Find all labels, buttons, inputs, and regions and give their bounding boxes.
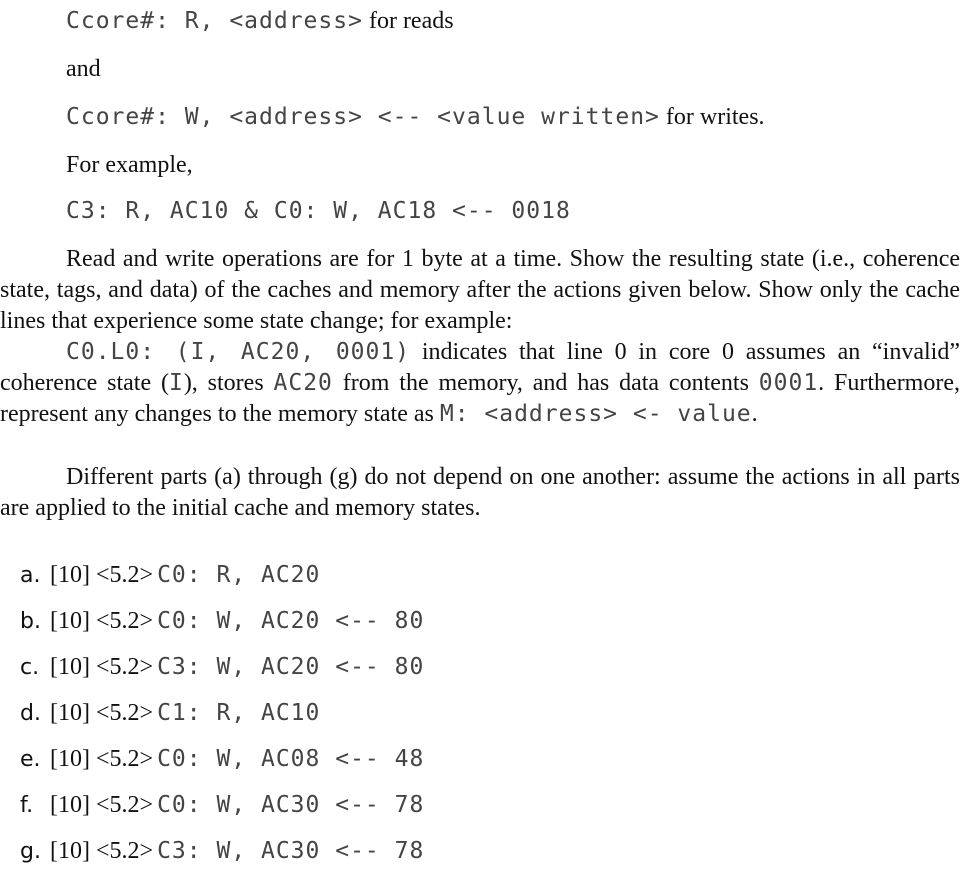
part-ref: [10] <5.2> xyxy=(50,608,154,634)
part-action: C0: W, AC08 <-- 48 xyxy=(157,746,425,772)
part-label: e. xyxy=(20,747,41,772)
part-g xyxy=(20,838,424,865)
part-ref: [10] <5.2> xyxy=(50,746,154,772)
paragraph-independence xyxy=(0,462,960,524)
read-syntax-line xyxy=(66,8,454,35)
part-action: C3: W, AC20 <-- 80 xyxy=(157,654,425,680)
paragraph-example-notation xyxy=(0,337,960,430)
part-action: C3: W, AC30 <-- 78 xyxy=(157,838,425,864)
part-label: g. xyxy=(20,839,41,864)
part-b xyxy=(20,608,424,635)
data-contents-code: 0001 xyxy=(758,370,819,396)
part-action: C0: W, AC30 <-- 78 xyxy=(157,792,425,818)
part-label: d. xyxy=(20,701,41,726)
part-ref: [10] <5.2> xyxy=(50,654,154,680)
part-e xyxy=(20,746,424,773)
part-f xyxy=(20,792,424,819)
part-label: b. xyxy=(20,609,41,634)
part-label: c. xyxy=(20,655,40,680)
read-syntax-text: for reads xyxy=(368,8,454,34)
cache-line-example-code: C0.L0: (I, AC20, 0001) xyxy=(66,339,411,365)
paragraph-example-text-2: ), stores xyxy=(183,370,264,396)
part-ref: [10] <5.2> xyxy=(50,700,154,726)
part-action: C0: R, AC20 xyxy=(157,562,321,588)
part-ref: [10] <5.2> xyxy=(50,838,154,864)
example-label-line xyxy=(66,152,193,179)
part-label: a. xyxy=(20,563,41,588)
part-action: C1: R, AC10 xyxy=(157,700,321,726)
memory-change-code: M: <address> <- value xyxy=(439,401,752,427)
part-action: C0: W, AC20 <-- 80 xyxy=(157,608,425,634)
and-text: and xyxy=(66,56,101,82)
write-syntax-text: for writes. xyxy=(665,104,765,130)
invalid-state-code: I xyxy=(168,370,184,396)
paragraph-example-text-1: indicates that line 0 in core 0 assumes an “invalid” coherence state ( xyxy=(0,339,960,396)
part-ref: [10] <5.2> xyxy=(50,792,154,818)
paragraph-instructions-text: Read and write operations are for 1 byte at a time. Show the resulting state (i.e., coherence state, tags, and data) of the caches and memory after the actions given below. Show only the cache lines that experience some state change; for example: xyxy=(0,246,960,334)
paragraph-independence-text: Different parts (a) through (g) do not depend on one another: assume the actions in all parts are applied to the initial cache and memory states. xyxy=(0,464,960,521)
write-syntax-line xyxy=(66,104,765,131)
paragraph-instructions xyxy=(0,244,960,337)
read-syntax-code: Ccore#: R, <address> xyxy=(66,8,363,34)
address-code: AC20 xyxy=(273,370,333,396)
example-label: For example, xyxy=(66,152,193,178)
part-d xyxy=(20,700,320,727)
paragraph-example-text-4: . Furthermore, represent any changes to the memory state as xyxy=(0,370,960,427)
part-a xyxy=(20,562,320,589)
write-syntax-code: Ccore#: W, <address> <-- <value written> xyxy=(66,104,660,130)
part-ref: [10] <5.2> xyxy=(50,562,154,588)
part-label: f. xyxy=(20,793,34,818)
example-code: C3: R, AC10 & C0: W, AC18 <-- 0018 xyxy=(66,198,571,224)
part-c xyxy=(20,654,424,681)
and-line xyxy=(66,56,101,83)
example-code-line xyxy=(66,198,571,225)
paragraph-example-text-3: from the memory, and has data contents xyxy=(342,370,749,396)
paragraph-example-text-5: . xyxy=(751,401,758,427)
